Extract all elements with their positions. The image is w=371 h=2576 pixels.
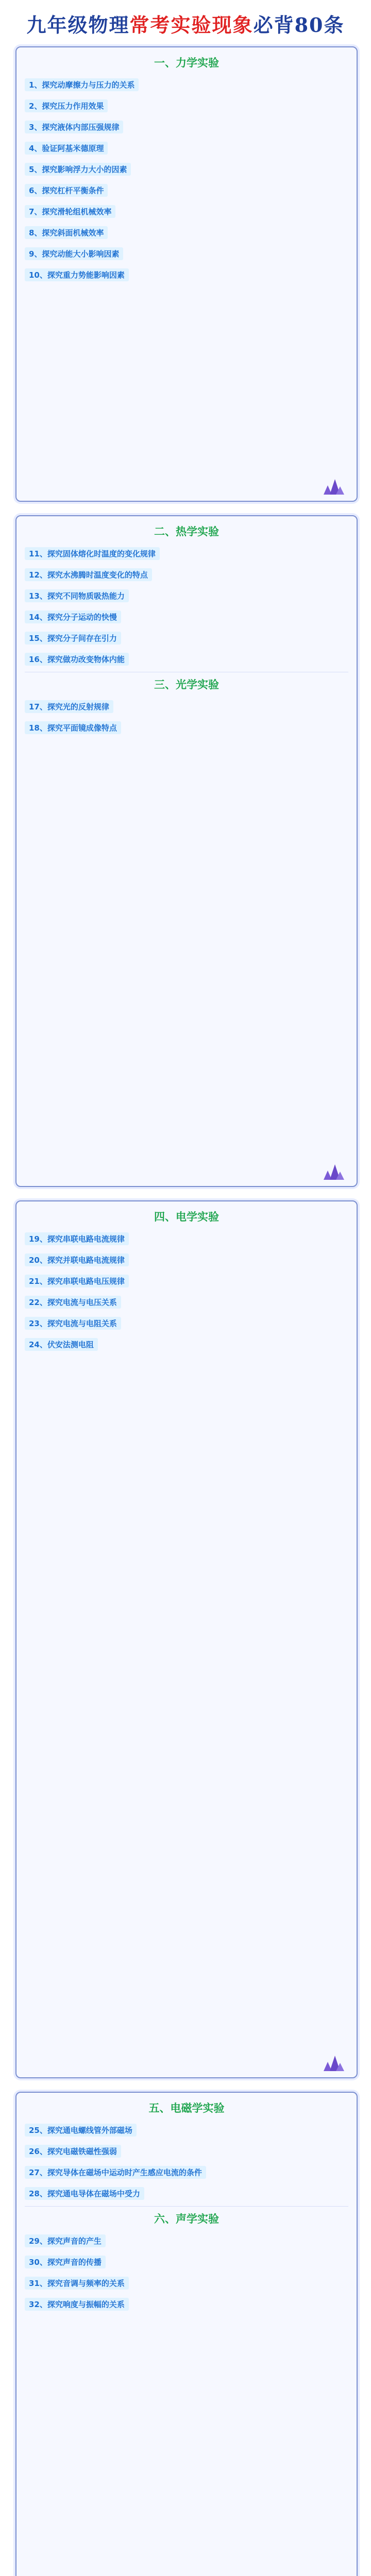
item-title: 13、探究不同物质吸热能力: [25, 589, 129, 602]
item-title: 26、探究电磁铁磁性强弱: [25, 2145, 121, 2158]
section-title: 五、电磁学实验: [148, 2102, 225, 2114]
item-title: 1、探究动摩擦力与压力的关系: [25, 78, 139, 91]
section-items: [25, 75, 348, 283]
item-title: 16、探究做功改变物体内能: [25, 653, 129, 666]
title-prefix: 九年级物理: [26, 13, 130, 37]
section-items: [25, 697, 348, 736]
item-title: 19、探究串联电路电流规律: [25, 1232, 129, 1245]
sparkle-icon: [321, 2052, 347, 2072]
item-title: 24、伏安法测电阻: [25, 1338, 98, 1351]
item-title: 28、探究通电导体在磁场中受力: [25, 2187, 144, 2200]
section-items: [25, 544, 348, 668]
item-title: 20、探究并联电路电流规律: [25, 1253, 129, 1266]
item-title: 17、探究光的反射规律: [25, 700, 113, 713]
item-title: 14、探究分子运动的快慢: [25, 611, 121, 623]
item-title: 4、验证阿基米德原理: [25, 142, 108, 155]
item-title: 25、探究通电螺线管外部磁场: [25, 2124, 137, 2137]
section-title: 六、声学实验: [154, 2213, 219, 2225]
item-title: 11、探究固体熔化时温度的变化规律: [25, 547, 160, 560]
item-title: 21、探究串联电路电压规律: [25, 1275, 129, 1287]
section-card: [15, 1200, 358, 2078]
item-title: 2、探究压力作用效果: [25, 99, 108, 112]
section-title: 二、热学实验: [154, 526, 219, 538]
item-title: 12、探究水沸腾时温度变化的特点: [25, 568, 152, 581]
item-title: 22、探究电流与电压关系: [25, 1296, 121, 1309]
item-title: 27、探究导体在磁场中运动时产生感应电流的条件: [25, 2166, 206, 2179]
section-card: [15, 46, 358, 502]
section-title: 四、电学实验: [154, 1211, 219, 1223]
item-title: 3、探究液体内部压强规律: [25, 121, 123, 133]
item-title: 9、探究动能大小影响因素: [25, 247, 123, 260]
item-title: 29、探究声音的产生: [25, 2234, 106, 2247]
item-title: 6、探究杠杆平衡条件: [25, 184, 108, 197]
title-red: 常考实验现象: [129, 13, 254, 37]
item-title: 18、探究平面镜成像特点: [25, 721, 121, 734]
item-title: 23、探究电流与电阻关系: [25, 1317, 121, 1330]
section-items: [25, 1229, 348, 1353]
title-suffix: 必背80条: [253, 13, 345, 37]
item-title: 5、探究影响浮力大小的因素: [25, 163, 131, 176]
section-items: [25, 2121, 348, 2202]
item-title: 7、探究滑轮组机械效率: [25, 205, 115, 218]
item-title: 30、探究声音的传播: [25, 2256, 106, 2268]
divider: [25, 2206, 348, 2207]
sparkle-icon: [321, 1160, 347, 1181]
page-title: [0, 0, 371, 46]
item-title: 31、探究音调与频率的关系: [25, 2277, 129, 2290]
sparkle-icon: [321, 475, 347, 496]
section-items: [25, 2231, 348, 2313]
item-title: 15、探究分子间存在引力: [25, 632, 121, 645]
item-title: 8、探究斜面机械效率: [25, 226, 108, 239]
item-title: 10、探究重力势能影响因素: [25, 268, 129, 281]
section-card: [15, 515, 358, 1187]
section-title: 三、光学实验: [154, 679, 219, 691]
section-card: [15, 2092, 358, 2576]
section-title: 一、力学实验: [154, 57, 219, 69]
item-title: 32、探究响度与振幅的关系: [25, 2298, 129, 2311]
